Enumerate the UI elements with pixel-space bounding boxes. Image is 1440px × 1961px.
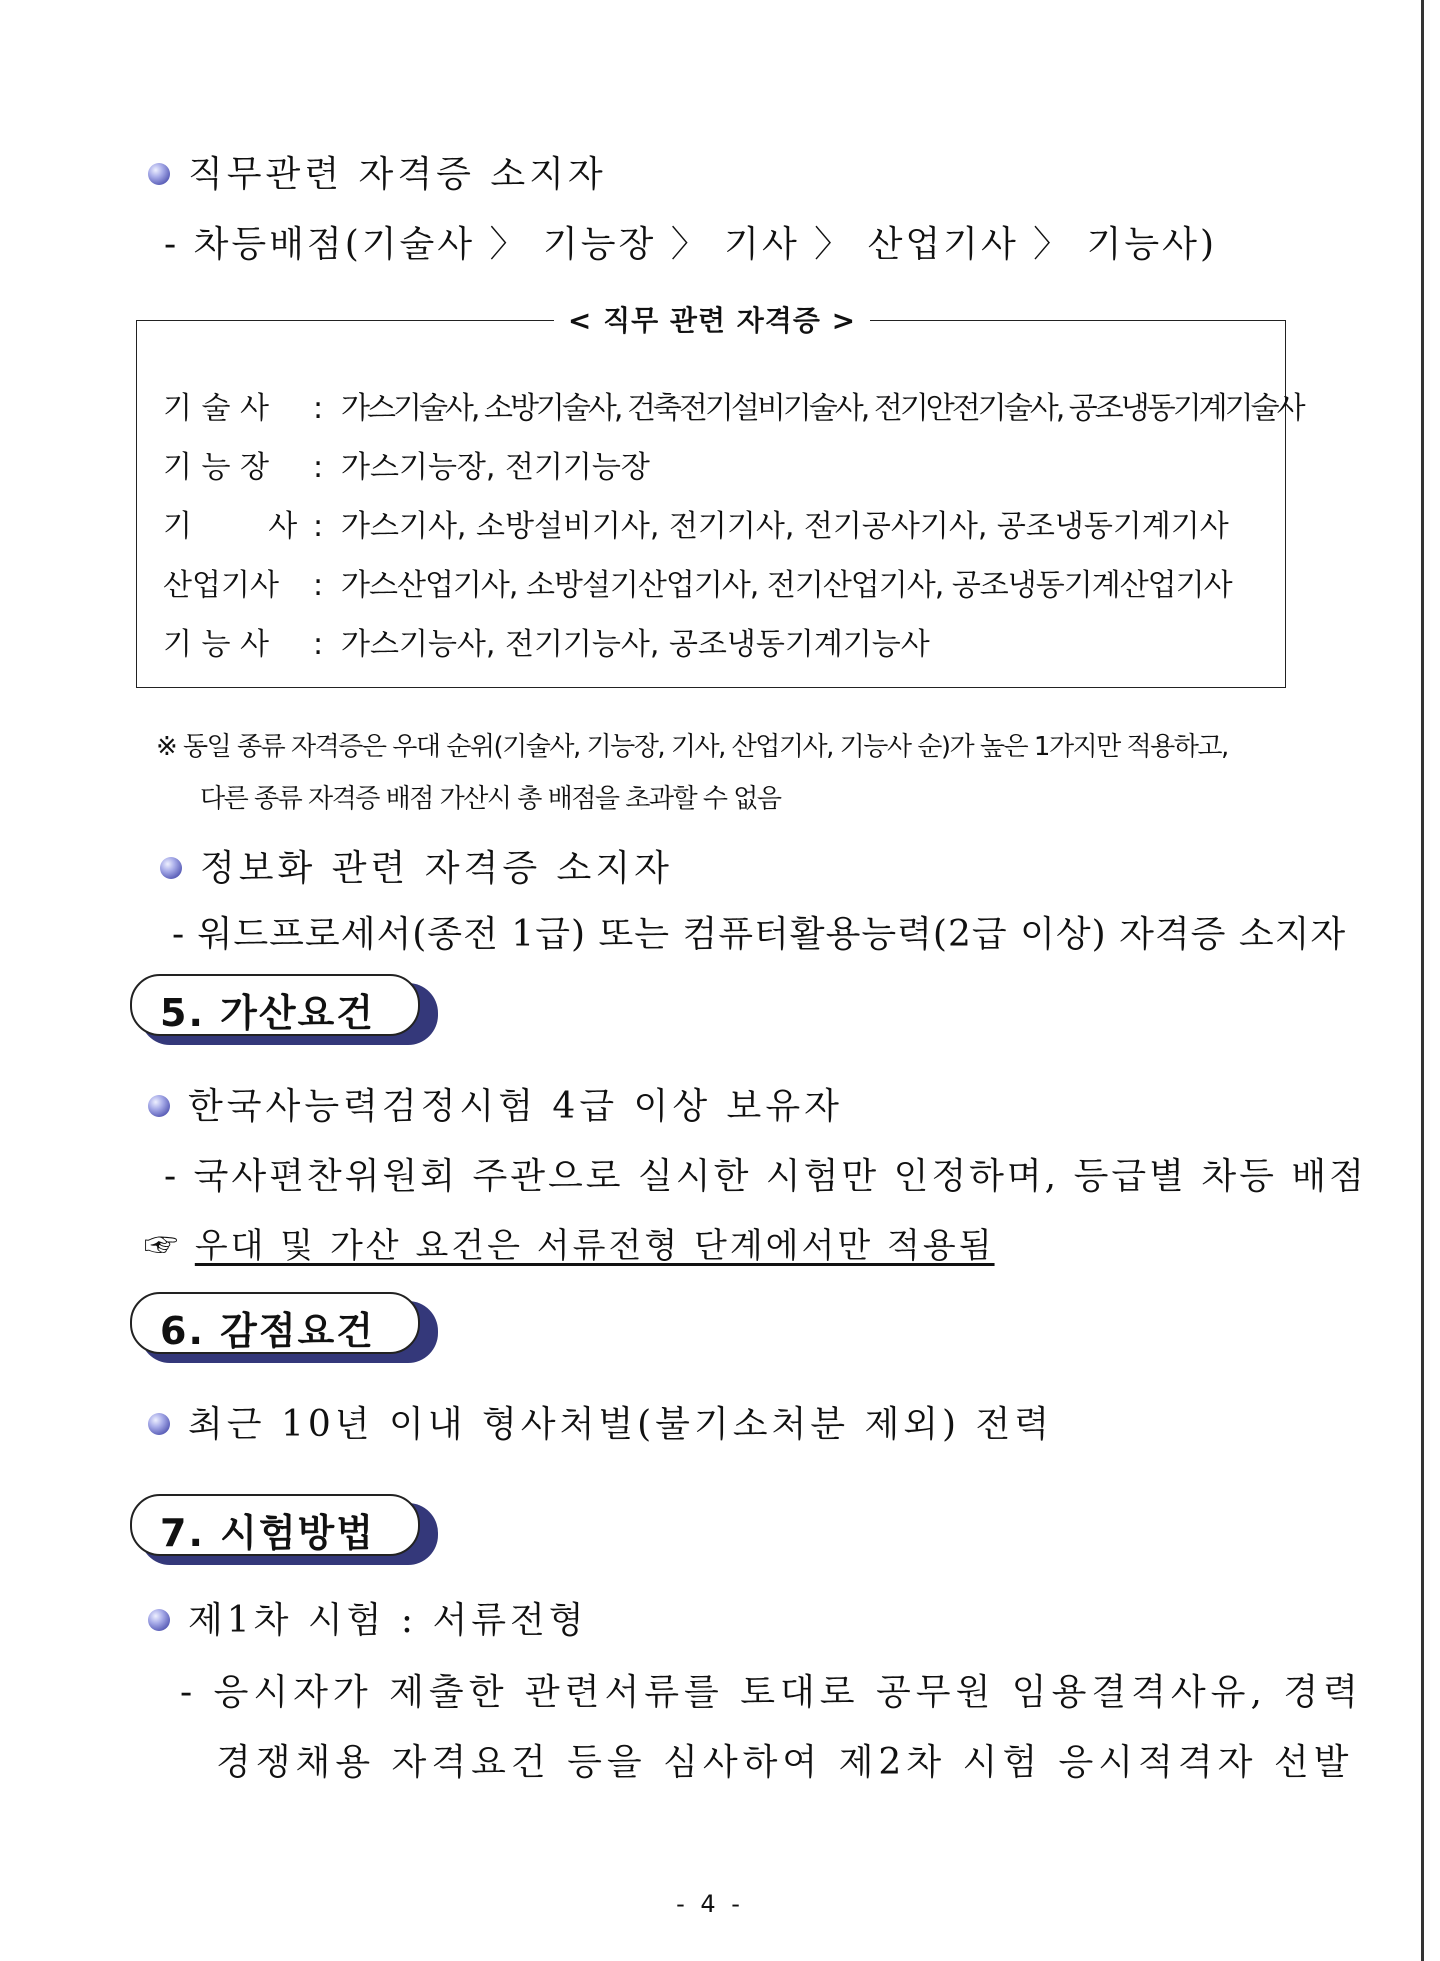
section-5-header: 5. 가산요건 [130, 974, 430, 1036]
section-7-heading: 제1차 시험 : 서류전형 [148, 1592, 588, 1643]
license-heading: 직무관련 자격증 소지자 [148, 146, 607, 197]
section-6-heading: 최근 10년 이내 형사처벌(불기소처분 제외) 전력 [148, 1396, 1053, 1447]
bullet-icon [148, 1413, 170, 1435]
bullet-icon [148, 1095, 170, 1117]
license-box-title: < 직무 관련 자격증 > [137, 299, 1287, 339]
license-row-industrial-engineer: 산업기사 : 가스산업기사, 소방설기산업기사, 전기산업기사, 공조냉동기계산업기사 [163, 568, 1232, 603]
section-7-detail-line1: - 응시자가 제출한 관련서류를 토대로 공무원 임용결격사유, 경력 [180, 1672, 1363, 1713]
bullet-icon [148, 163, 170, 185]
info-license-detail: - 워드프로세서(종전 1급) 또는 컴퓨터활용능력(2급 이상) 자격증 소지자 [172, 914, 1347, 955]
page-number: - 4 - [676, 1890, 744, 1918]
section-7-header: 7. 시험방법 [130, 1494, 430, 1556]
license-note-line2: 다른 종류 자격증 배점 가산시 총 배점을 초과할 수 없음 [200, 784, 781, 814]
license-row-engineer-pro: 기 술 사 : 가스기술사, 소방기술사, 건축전기설비기술사, 전기안전기술사, 공조냉동기계기술사 [163, 391, 1303, 426]
section-6-header: 6. 감점요건 [130, 1292, 430, 1354]
section-5-detail: - 국사편찬위원회 주관으로 실시한 시험만 인정하며, 등급별 차등 배점 [164, 1156, 1367, 1197]
license-row-craftsman: 기 능 사 : 가스기능사, 전기기능사, 공조냉동기계기능사 [163, 627, 930, 662]
pointing-hand-icon: ☞ [144, 1226, 181, 1266]
license-row-master-craftsman: 기 능 장 : 가스기능장, 전기기능장 [163, 450, 650, 485]
license-detail: - 차등배점(기술사 〉 기능장 〉 기사 〉 산업기사 〉 기능사) [164, 224, 1217, 265]
license-note-line1: ※ 동일 종류 자격증은 우대 순위(기술사, 기능장, 기사, 산업기사, 기능사 순)가 높은 1가지만 적용하고, [156, 732, 1228, 762]
section-5-notice: ☞ 우대 및 가산 요건은 서류전형 단계에서만 적용됨 [144, 1226, 995, 1266]
license-row-engineer: 기 사 : 가스기사, 소방설비기사, 전기기사, 전기공사기사, 공조냉동기계기사 [163, 509, 1229, 544]
license-table-box [136, 304, 1303, 688]
page-right-border [1421, 0, 1424, 1961]
bullet-icon [148, 1609, 170, 1631]
info-license-heading: 정보화 관련 자격증 소지자 [160, 840, 673, 891]
bullet-icon [160, 857, 182, 879]
section-7-detail-line2: 경쟁채용 자격요건 등을 심사하여 제2차 시험 응시적격자 선발 [216, 1742, 1354, 1783]
section-5-heading: 한국사능력검정시험 4급 이상 보유자 [148, 1078, 843, 1129]
